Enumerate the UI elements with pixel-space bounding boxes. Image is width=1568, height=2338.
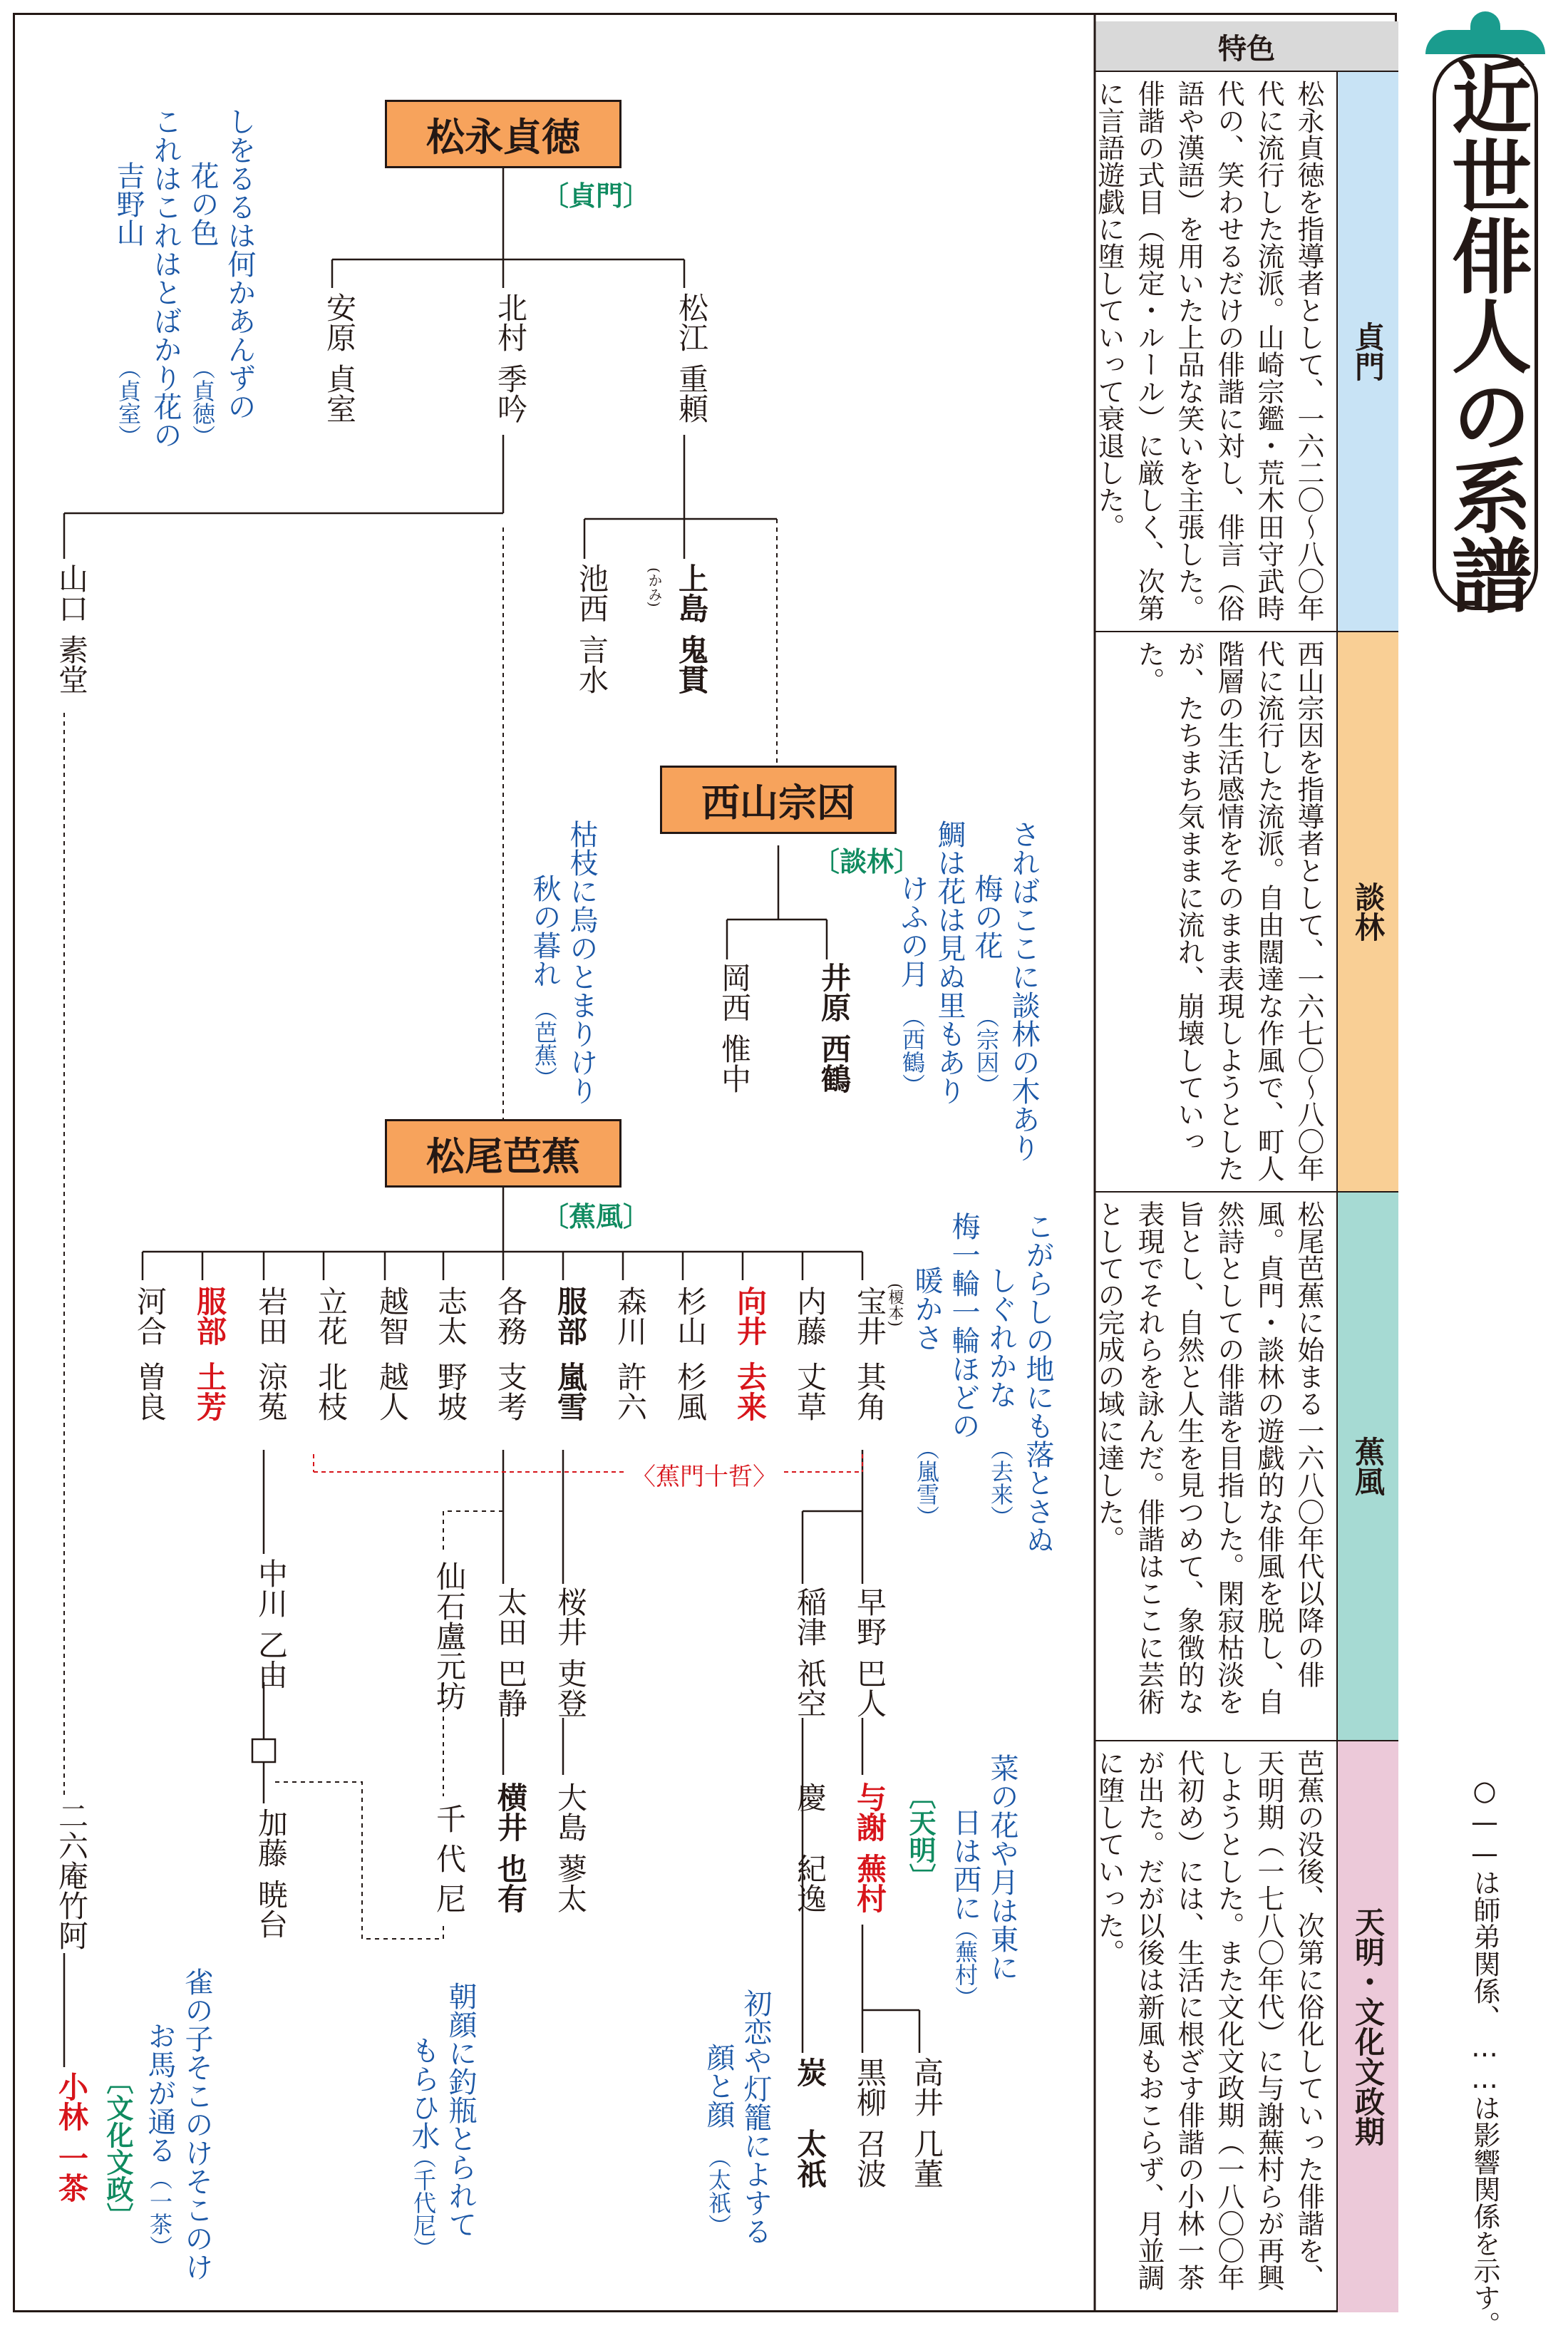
haiku-kyorai-1: こがらしの地にも落とさぬ bbox=[1021, 1212, 1054, 1554]
person-saikaku-sur: 井原 bbox=[817, 962, 852, 1022]
haiku-issa-1: 雀の子そこのけそこのけ bbox=[180, 1967, 213, 2281]
haiku-kyorai-2: しぐれかな bbox=[984, 1266, 1017, 1409]
person-onitsura-given: 鬼貫 bbox=[674, 634, 709, 694]
person-gonsui-sur: 池西 bbox=[574, 563, 609, 623]
haiku-author-teitoku: （貞徳） bbox=[189, 356, 216, 448]
master-basho: 松尾芭蕉 bbox=[385, 1119, 621, 1188]
period-label-teimon: 貞門 bbox=[1351, 321, 1386, 381]
haiku-basho-1: 枯枝に烏のとまりけり bbox=[565, 820, 598, 1105]
person-doho-sur: 服部 bbox=[192, 1286, 227, 1346]
haiku-buson-2: 日は西に bbox=[949, 1808, 981, 1922]
person-kiitsu-given: 紀逸 bbox=[793, 1853, 827, 1913]
person-gonsui-given: 言水 bbox=[574, 634, 609, 694]
haiku-teitoku-1: しをるるは何かあんずの bbox=[223, 107, 256, 421]
haiku-teishitsu-2: 吉野山 bbox=[112, 161, 145, 247]
person-ichu-sur: 岡西 bbox=[717, 962, 752, 1022]
period-label-tenmei: 天明・文化文政期 bbox=[1351, 1907, 1386, 2146]
table-header: 特色 bbox=[1218, 32, 1275, 66]
school-tenmei: 〔天明〕 bbox=[904, 1782, 937, 1890]
person-ryota-given: 蓼太 bbox=[553, 1853, 588, 1913]
haiku-taigi-1: 初恋や灯籠によする bbox=[739, 1989, 772, 2245]
person-saikaku-given: 西鶴 bbox=[817, 1034, 852, 1093]
school-teimon: 〔貞門〕 bbox=[542, 180, 651, 212]
school-danrin: 〔談林〕 bbox=[813, 845, 922, 877]
person-sanpu-sur: 杉山 bbox=[673, 1286, 708, 1346]
person-sodo-given: 素堂 bbox=[54, 634, 89, 694]
haiku-author-basho: （芭蕉） bbox=[531, 998, 558, 1089]
person-kikaku-given: 其角 bbox=[852, 1361, 887, 1421]
person-ichu-given: 惟中 bbox=[717, 1034, 752, 1093]
haiku-ransetsu-2: 暖かさ bbox=[910, 1266, 943, 1351]
person-rogenbo: 仙石盧元坊 bbox=[432, 1561, 467, 1711]
person-sanpu-given: 杉風 bbox=[673, 1361, 708, 1421]
haiku-author-chiyo: （千代尼） bbox=[410, 2146, 437, 2260]
person-sodo-sur: 山口 bbox=[54, 563, 89, 623]
person-giku-sur: 稲津 bbox=[793, 1587, 827, 1647]
haiku-author-buson: （蕪村） bbox=[951, 1917, 979, 2009]
person-ryota-sur: 大島 bbox=[553, 1782, 588, 1842]
person-hasei-sur: 太田 bbox=[493, 1587, 528, 1647]
person-sora-given: 曽良 bbox=[133, 1361, 167, 1421]
legend: ○——は師弟関係、……は影響関係を示す。 bbox=[1469, 1775, 1500, 2338]
haiku-chiyo-1: 朝顔に釣瓶とられて bbox=[444, 1982, 477, 2238]
person-ryoto-sur: 岩田 bbox=[254, 1286, 289, 1346]
haiku-issa-2: お馬が通る bbox=[143, 2022, 176, 2164]
person-matsue-given: 重頼 bbox=[674, 364, 709, 423]
haiku-author-kyorai: （去来） bbox=[987, 1437, 1014, 1528]
period-desc-shofu: 松尾芭蕉に始まる一六八〇年代以降の俳風。貞門・談林の遊戯的な俳風を脱し、自然詩としての俳諧を目指した。閑寂枯淡を旨とし、自然と人生を見つめて、象徴的な表現でそれらを詠んだ。俳諧はここに芸術としての完成の域に達した。 bbox=[1093, 1200, 1324, 1715]
person-doho-given: 土芳 bbox=[192, 1361, 227, 1421]
period-label-danrin: 談林 bbox=[1351, 882, 1386, 942]
person-kito-given: 几董 bbox=[909, 2128, 944, 2188]
person-ransetsu-given: 嵐雪 bbox=[553, 1361, 588, 1421]
haiku-author-saikaku: （西鶴） bbox=[899, 1005, 926, 1096]
person-kiitsu-sur: 慶 bbox=[793, 1782, 827, 1812]
person-shoha-given: 召波 bbox=[852, 2128, 887, 2188]
person-taigi-given: 太祇 bbox=[793, 2128, 827, 2188]
person-chikua: 二六庵竹阿 bbox=[54, 1801, 89, 1950]
label-jittetsu: 〈蕉門十哲〉 bbox=[627, 1457, 781, 1492]
person-otsuyu-sur: 中川 bbox=[254, 1558, 289, 1618]
person-rito-sur: 桜井 bbox=[553, 1587, 588, 1647]
person-kyotai-sur: 加藤 bbox=[254, 1808, 289, 1868]
person-buson-sur: 与謝 bbox=[852, 1782, 887, 1842]
person-yayu-given: 也有 bbox=[493, 1853, 528, 1913]
person-kyorai-given: 去来 bbox=[733, 1361, 768, 1421]
note-enomoto: (榎本) bbox=[886, 1283, 904, 1327]
person-yaba-sur: 志太 bbox=[433, 1286, 468, 1346]
master-soin: 西山宗因 bbox=[660, 766, 897, 834]
person-taigi-sur: 炭 bbox=[793, 2057, 827, 2087]
person-kitamura-sur: 北村 bbox=[493, 292, 528, 352]
school-bunka: 〔文化文政〕 bbox=[102, 2067, 134, 2230]
note-kami: (かみ) bbox=[646, 567, 663, 607]
person-shiko-sur: 各務 bbox=[493, 1286, 528, 1346]
haiku-soin-2: 梅の花 bbox=[970, 874, 1003, 959]
person-kikaku-sur: 宝井 bbox=[852, 1286, 887, 1346]
person-issa-given: 一茶 bbox=[54, 2143, 89, 2203]
person-yasuhara-sur: 安原 bbox=[322, 292, 357, 352]
person-joso-sur: 内藤 bbox=[793, 1286, 827, 1346]
haiku-soin-1: さればここに談林の木あり bbox=[1007, 820, 1040, 1162]
person-hokushi-given: 北枝 bbox=[314, 1361, 349, 1421]
person-hasei-given: 巴静 bbox=[493, 1658, 528, 1718]
person-etsujin-sur: 越智 bbox=[375, 1286, 410, 1346]
master-teitoku: 松永貞徳 bbox=[385, 100, 621, 168]
person-onitsura-sur: 上島 bbox=[674, 563, 709, 623]
haiku-taigi-2: 顔と顔 bbox=[702, 2043, 735, 2128]
person-otsuyu-given: 乙由 bbox=[254, 1629, 289, 1689]
haiku-teitoku-2: 花の色 bbox=[186, 161, 219, 247]
person-issa-sur: 小林 bbox=[54, 2071, 89, 2131]
period-desc-teimon: 松永貞徳を指導者として、一六二〇〜八〇年代に流行した流派。山崎宗鑑・荒木田守武時代の、笑わせるだけの俳諧に対し、俳言（俗語や漢語）を用いた上品な笑いを主張した。俳諧の式目（規定・ルール）に厳しく、次第に言語遊戯に堕していって衰退した。 bbox=[1093, 80, 1324, 622]
person-shiko-given: 支考 bbox=[493, 1361, 528, 1421]
person-yaba-given: 野坡 bbox=[433, 1361, 468, 1421]
haiku-ransetsu-1: 梅一輪一輪ほどの bbox=[947, 1212, 980, 1440]
person-shoha-sur: 黒柳 bbox=[852, 2057, 887, 2117]
person-yasuhara-given: 貞室 bbox=[322, 364, 357, 423]
period-label-shofu: 蕉風 bbox=[1351, 1436, 1386, 1496]
person-yayu-sur: 横井 bbox=[493, 1782, 528, 1842]
person-hajin-given: 巴人 bbox=[852, 1658, 887, 1718]
person-kitamura-given: 季吟 bbox=[493, 364, 528, 423]
haiku-basho-2: 秋の暮れ bbox=[528, 874, 561, 988]
person-joso-given: 丈草 bbox=[793, 1361, 827, 1421]
period-desc-danrin: 西山宗因を指導者として、一六七〇〜八〇年代に流行した流派。自由闊達な作風で、町人階層の生活感情をそのまま表現しようとしたが、たちまち気ままに流れ、崩壊していった。 bbox=[1133, 640, 1324, 1182]
page-title: 近世俳人の系譜 bbox=[1438, 56, 1532, 614]
person-kyorai-sur: 向井 bbox=[733, 1286, 768, 1346]
person-etsujin-given: 越人 bbox=[375, 1361, 410, 1421]
haiku-teishitsu-1: これはこれはとばかり花の bbox=[149, 107, 182, 449]
person-hajin-sur: 早野 bbox=[852, 1587, 887, 1647]
haiku-saikaku-1: 鯛は花は見ぬ里もあり bbox=[933, 820, 966, 1105]
haiku-author-taigi: （太祇） bbox=[705, 2146, 732, 2237]
haiku-author-teishitsu: （貞室） bbox=[115, 356, 142, 448]
haiku-author-issa: （一茶） bbox=[146, 2167, 173, 2258]
haiku-buson-1: 菜の花や月は東に bbox=[986, 1754, 1018, 1982]
haiku-author-soin: （宗因） bbox=[973, 1005, 1000, 1096]
person-kyoriku-sur: 森川 bbox=[613, 1286, 648, 1346]
person-kyotai-given: 暁台 bbox=[254, 1879, 289, 1939]
person-ryoto-given: 涼菟 bbox=[254, 1361, 289, 1421]
person-ransetsu-sur: 服部 bbox=[553, 1286, 588, 1346]
person-chiyo: 千代尼 bbox=[432, 1803, 467, 1923]
person-buson-given: 蕪村 bbox=[852, 1853, 887, 1913]
person-matsue-sur: 松江 bbox=[674, 292, 709, 352]
haiku-saikaku-2: けふの月 bbox=[896, 874, 929, 988]
period-desc-tenmei: 芭蕉の没後、次第に俗化していった俳諧を、天明期（一七八〇年代）に与謝蕪村らが再興しようとした。また文化文政期（一八〇〇年代初め）には、生活に根ざす俳諧の小林一茶が出た。だが以後は新風もおこらず、月並調に堕していった。 bbox=[1093, 1749, 1324, 2291]
person-hokushi-sur: 立花 bbox=[314, 1286, 349, 1346]
person-sora-sur: 河合 bbox=[133, 1286, 167, 1346]
person-rito-given: 吏登 bbox=[553, 1658, 588, 1718]
haiku-author-ransetsu: （嵐雪） bbox=[913, 1437, 940, 1528]
person-kyoriku-given: 許六 bbox=[613, 1361, 648, 1421]
school-shofu: 〔蕉風〕 bbox=[542, 1200, 651, 1232]
person-kito-sur: 高井 bbox=[909, 2057, 944, 2117]
person-giku-given: 祇空 bbox=[793, 1658, 827, 1718]
haiku-chiyo-2: もらひ水 bbox=[407, 2036, 440, 2150]
